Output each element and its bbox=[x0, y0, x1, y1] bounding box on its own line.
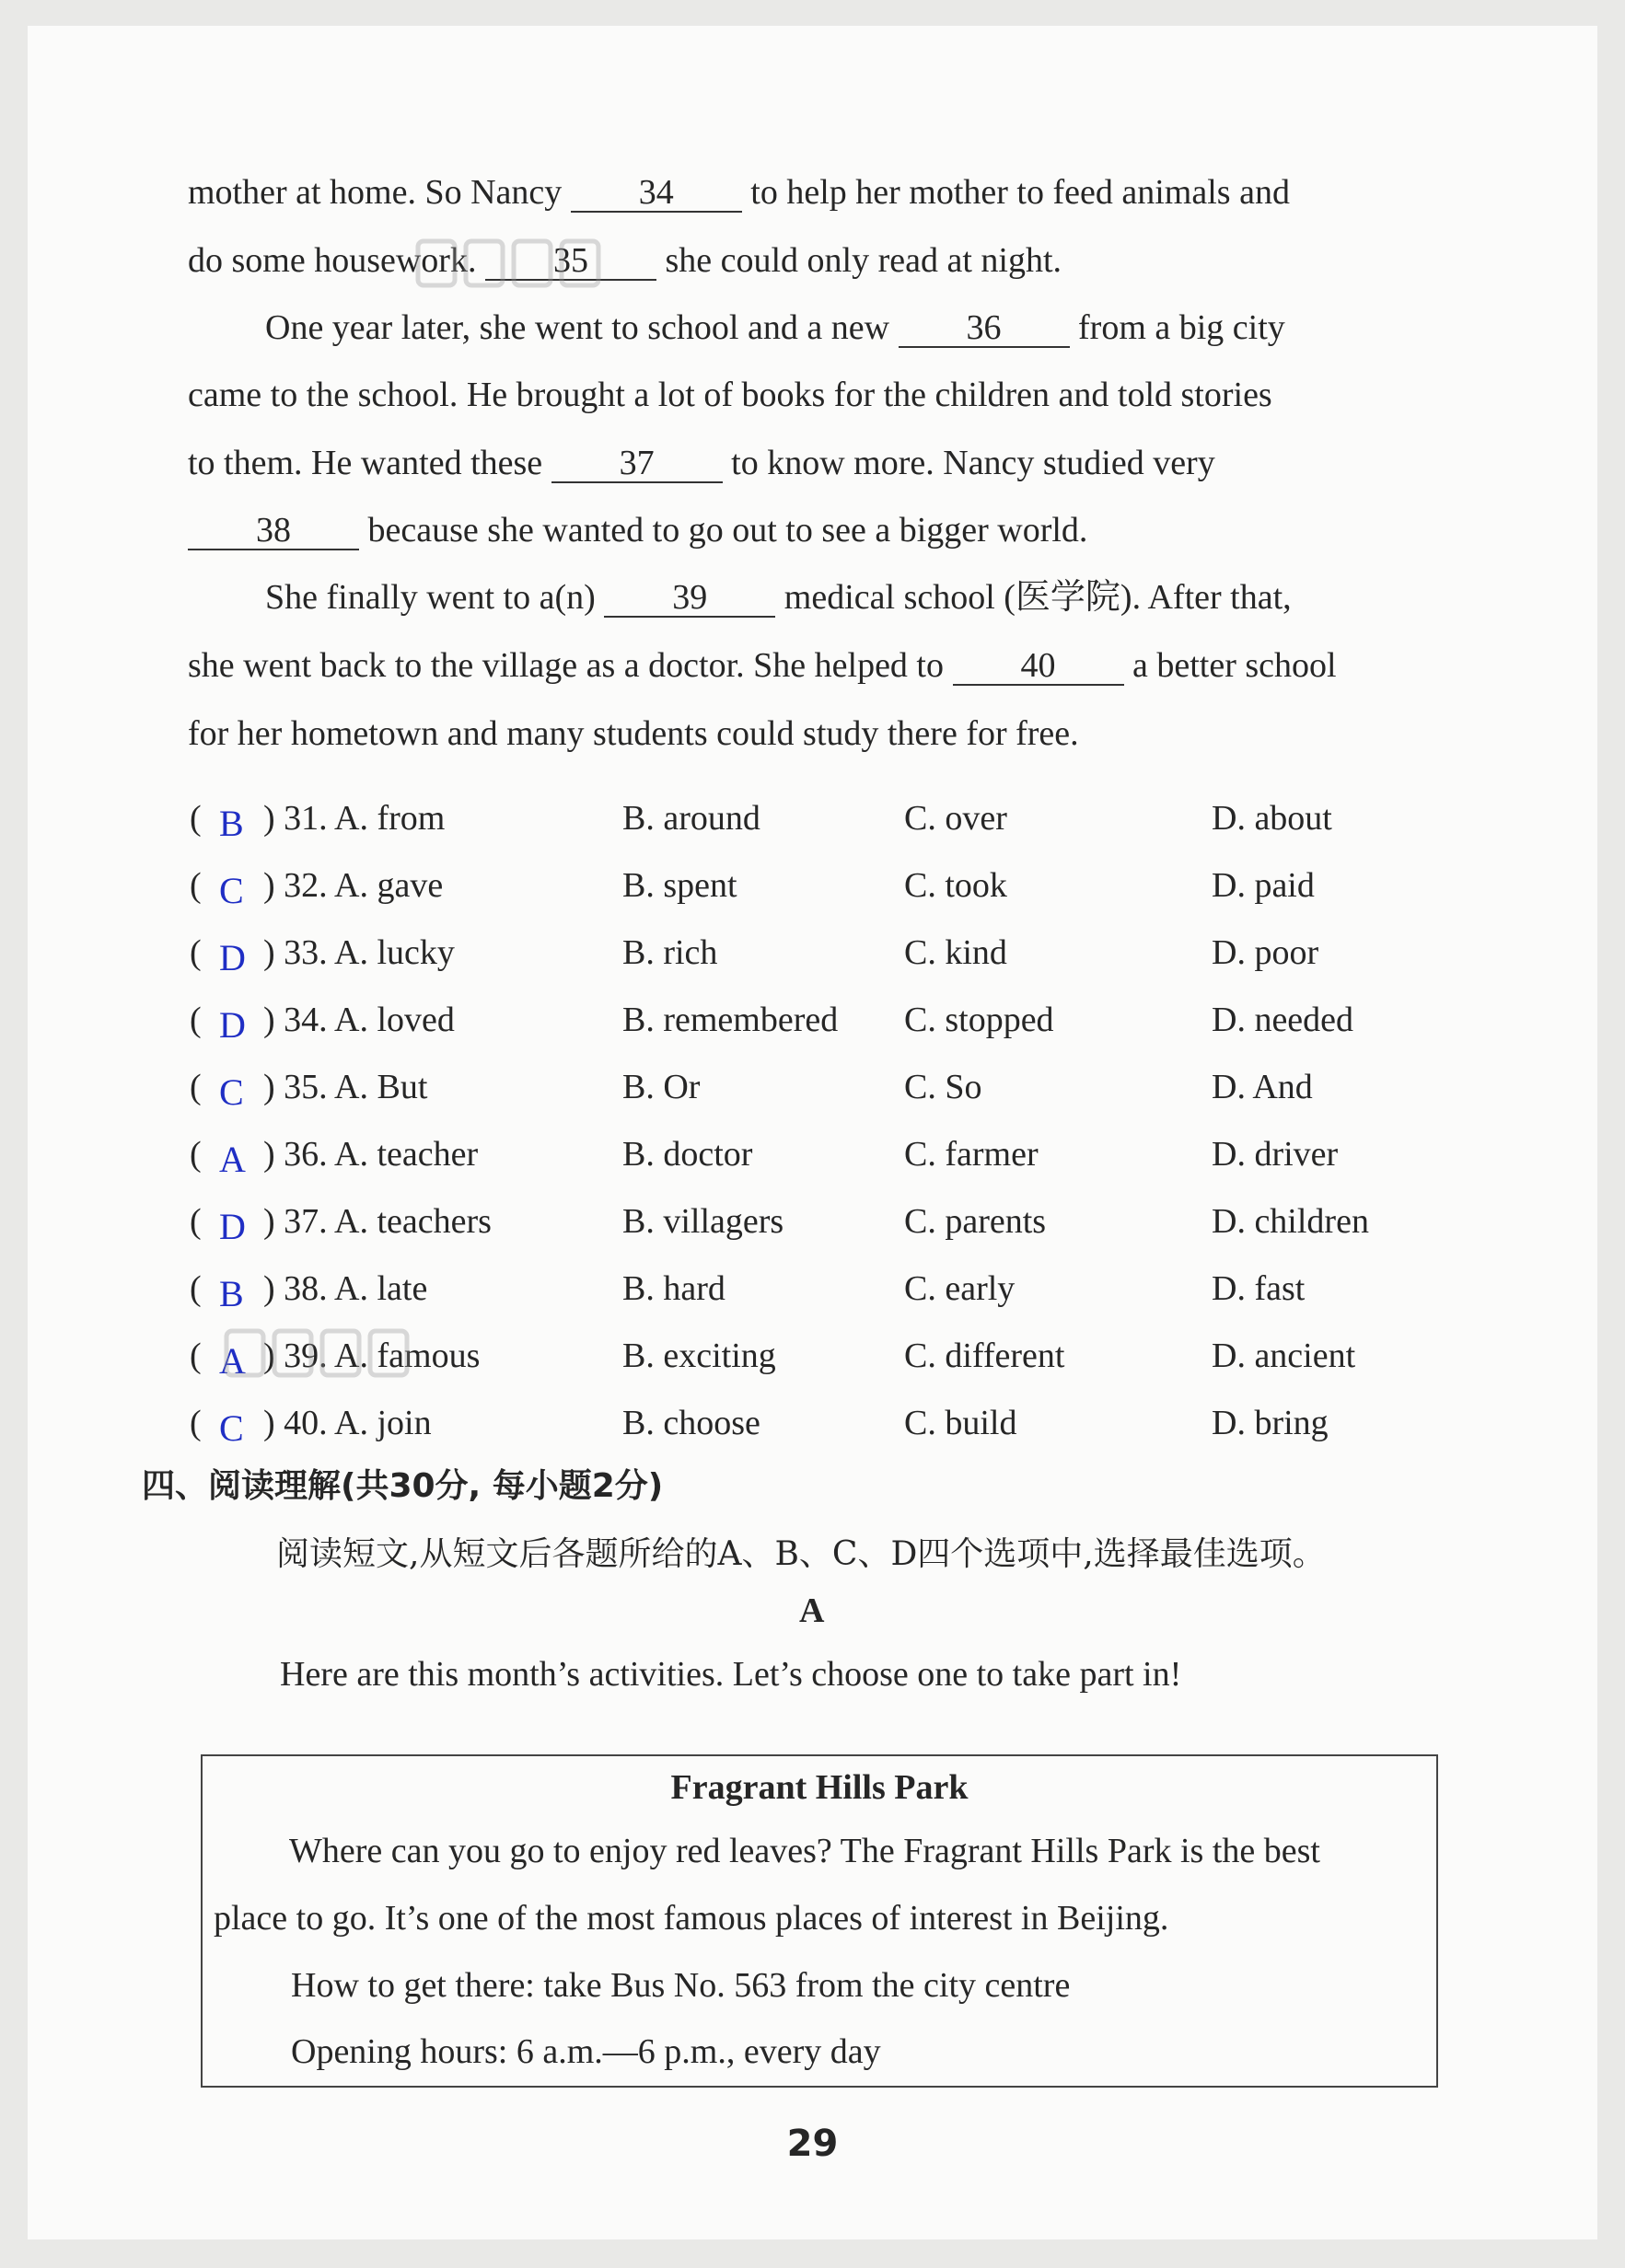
option-c: C. early bbox=[904, 1269, 1016, 1308]
answer-mark: D bbox=[219, 937, 246, 978]
blank-34: 34 bbox=[571, 174, 742, 213]
page bbox=[28, 26, 1597, 2239]
answer-mark: A bbox=[219, 1340, 246, 1382]
question-paren: ( bbox=[190, 799, 202, 838]
part-intro: Here are this month’s activities. Let’s choose one to take part in! bbox=[280, 1655, 1182, 1694]
answer-mark: A bbox=[219, 1139, 246, 1180]
question-paren: ( bbox=[190, 1001, 202, 1039]
box-title: Fragrant Hills Park bbox=[670, 1768, 969, 1807]
option-a: ) 36. A. teacher bbox=[263, 1135, 479, 1174]
question-paren: ( bbox=[190, 1135, 202, 1174]
option-c: C. build bbox=[904, 1404, 1017, 1442]
blank-36: 36 bbox=[899, 309, 1070, 348]
option-b: B. hard bbox=[622, 1269, 725, 1308]
text: a better school bbox=[1132, 646, 1337, 685]
answer-mark: B bbox=[219, 1273, 244, 1314]
passage-line-7 bbox=[265, 576, 1292, 619]
passage-line-3 bbox=[265, 307, 1285, 349]
option-d: D. about bbox=[1212, 799, 1332, 838]
option-a: ) 40. A. join bbox=[263, 1404, 432, 1442]
option-c: C. took bbox=[904, 866, 1007, 905]
question-paren: ( bbox=[190, 933, 202, 972]
box-p1-line1: Where can you go to enjoy red leaves? The Fragrant Hills Park is the best bbox=[289, 1832, 1320, 1870]
question-paren: ( bbox=[190, 1068, 202, 1106]
text: One year later, she went to school and a new bbox=[265, 308, 890, 347]
option-c: C. kind bbox=[904, 933, 1007, 972]
blank-38: 38 bbox=[188, 512, 359, 550]
option-a: ) 39. A. famous bbox=[263, 1336, 481, 1375]
text: She finally went to a(n) bbox=[265, 578, 596, 617]
text: medical school (医学院). After that, bbox=[783, 578, 1292, 617]
option-c: C. So bbox=[904, 1068, 982, 1106]
section-heading: 四、阅读理解(共30分, 每小题2分) bbox=[142, 1467, 664, 1505]
option-b: B. rich bbox=[622, 933, 718, 972]
section-instruction: 阅读短文,从短文后各题所给的A、B、C、D四个选项中,选择最佳选项。 bbox=[276, 1535, 1326, 1573]
option-d: D. fast bbox=[1212, 1269, 1306, 1308]
question-paren: ( bbox=[190, 1202, 202, 1241]
option-d: D. poor bbox=[1212, 933, 1319, 972]
box-p1-line2: place to go. It’s one of the most famous places of interest in Beijing. bbox=[214, 1899, 1169, 1938]
watermark-logo bbox=[414, 234, 617, 306]
option-d: D. bring bbox=[1212, 1404, 1329, 1442]
option-d: D. ancient bbox=[1212, 1336, 1356, 1375]
passage-line-9: for her hometown and many students could study there for free. bbox=[188, 714, 1079, 753]
passage-line-2 bbox=[188, 239, 1062, 282]
option-b: B. doctor bbox=[622, 1135, 753, 1174]
option-b: B. villagers bbox=[622, 1202, 784, 1241]
question-paren: ( bbox=[190, 1336, 202, 1375]
option-c: C. stopped bbox=[904, 1001, 1054, 1039]
option-a: ) 34. A. loved bbox=[263, 1001, 455, 1039]
option-d: D. needed bbox=[1212, 1001, 1354, 1039]
option-c: C. farmer bbox=[904, 1135, 1039, 1174]
blank-37: 37 bbox=[551, 445, 723, 483]
text: to help her mother to feed animals and bbox=[750, 173, 1290, 212]
activity-box bbox=[201, 1754, 1438, 2088]
question-paren: ( bbox=[190, 1269, 202, 1308]
passage-line-8 bbox=[188, 644, 1337, 687]
blank-39: 39 bbox=[604, 579, 775, 618]
option-a: ) 31. A. from bbox=[263, 799, 446, 838]
option-a: ) 32. A. gave bbox=[263, 866, 444, 905]
option-d: D. And bbox=[1212, 1068, 1313, 1106]
text: do some housework. bbox=[188, 241, 477, 280]
option-c: C. different bbox=[904, 1336, 1065, 1375]
question-paren: ( bbox=[190, 866, 202, 905]
text: from a big city bbox=[1078, 308, 1285, 347]
answer-mark: D bbox=[219, 1206, 246, 1247]
answer-mark: C bbox=[219, 1071, 244, 1113]
watermark-logo bbox=[223, 1324, 425, 1395]
passage-line-1 bbox=[188, 171, 1290, 214]
option-b: B. around bbox=[622, 799, 760, 838]
answer-mark: C bbox=[219, 870, 244, 911]
passage-line-4: came to the school. He brought a lot of books for the children and told stories bbox=[188, 376, 1272, 414]
option-a: ) 38. A. late bbox=[263, 1269, 428, 1308]
option-b: B. remembered bbox=[622, 1001, 839, 1039]
text: to them. He wanted these bbox=[188, 444, 543, 482]
option-d: D. children bbox=[1212, 1202, 1369, 1241]
option-b: B. Or bbox=[622, 1068, 701, 1106]
text: to know more. Nancy studied very bbox=[731, 444, 1215, 482]
box-opening-hours: Opening hours: 6 a.m.—6 p.m., every day bbox=[291, 2032, 881, 2071]
option-c: C. over bbox=[904, 799, 1007, 838]
option-a: ) 33. A. lucky bbox=[263, 933, 455, 972]
option-c: C. parents bbox=[904, 1202, 1047, 1241]
box-how-to-get: How to get there: take Bus No. 563 from the city centre bbox=[291, 1966, 1071, 2005]
passage-line-6 bbox=[188, 509, 1087, 551]
option-b: B. spent bbox=[622, 866, 737, 905]
text: mother at home. So Nancy bbox=[188, 173, 563, 212]
page-number: 29 bbox=[786, 2123, 839, 2165]
part-label: A bbox=[799, 1591, 825, 1630]
option-a: ) 37. A. teachers bbox=[263, 1202, 492, 1241]
blank-40: 40 bbox=[953, 647, 1124, 686]
option-d: D. paid bbox=[1212, 866, 1315, 905]
passage-line-5 bbox=[188, 442, 1215, 484]
answer-mark: B bbox=[219, 803, 244, 844]
answer-mark: D bbox=[219, 1004, 246, 1046]
option-a: ) 35. A. But bbox=[263, 1068, 428, 1106]
text: she could only read at night. bbox=[665, 241, 1062, 280]
answer-mark: C bbox=[219, 1407, 244, 1449]
text: she went back to the village as a doctor. She helped to bbox=[188, 646, 944, 685]
question-paren: ( bbox=[190, 1404, 202, 1442]
option-b: B. choose bbox=[622, 1404, 760, 1442]
text: because she wanted to go out to see a bigger world. bbox=[367, 511, 1088, 550]
blank-35: 35 bbox=[485, 242, 656, 281]
option-b: B. exciting bbox=[622, 1336, 776, 1375]
option-d: D. driver bbox=[1212, 1135, 1339, 1174]
